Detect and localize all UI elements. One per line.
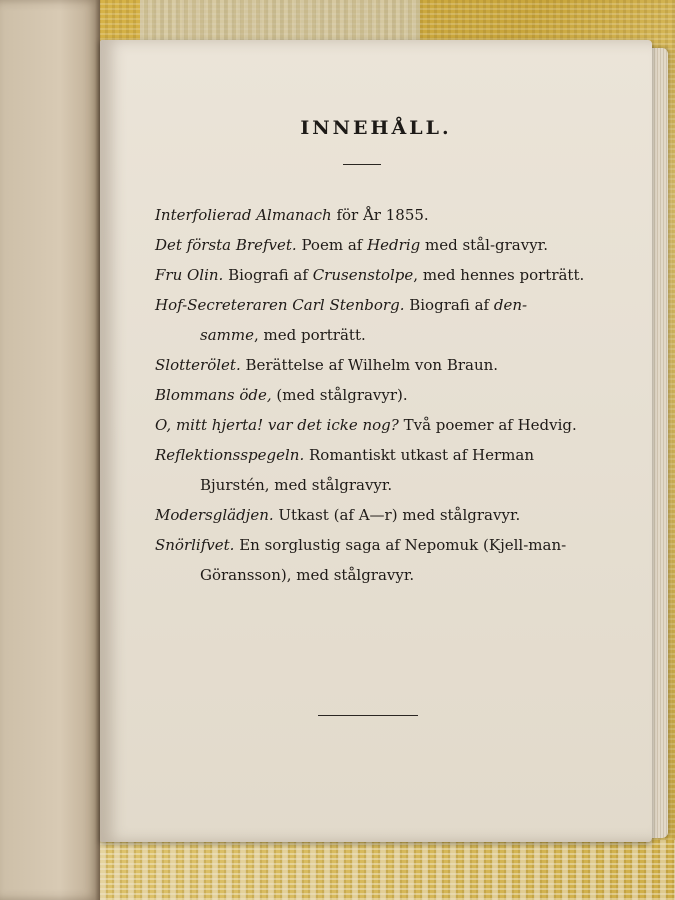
tablecloth-edge [100, 840, 675, 900]
entry-text: Poem af [296, 236, 368, 254]
entry-title: Modersglädjen. [155, 506, 274, 524]
entry-text: Berättelse af Wilhelm von Braun. [240, 356, 499, 374]
entry-title: Blommans öde, [155, 386, 272, 404]
tablecloth-stripe [140, 0, 420, 40]
page-title: INNEHÅLL. [300, 117, 452, 139]
toc-entry [155, 260, 585, 290]
entry-text: Utkast (af A—r) med stålgravyr. [273, 506, 521, 524]
toc-entry [155, 380, 585, 410]
entry-text: En sorglustig saga af Nepomuk (Kjell-man-Göransson), med stålgravyr. [200, 536, 567, 584]
entry-text: Biografi af [223, 266, 313, 284]
toc-entry [155, 410, 585, 440]
toc-entry [155, 350, 585, 380]
entry-author: Hedrig [367, 236, 421, 254]
entry-text: , med hennes porträtt. [413, 266, 585, 284]
entry-text: med stål-gravyr. [420, 236, 548, 254]
toc-entry [155, 530, 585, 590]
table-of-contents [155, 200, 585, 590]
entry-title: Snörlifvet. [155, 536, 235, 554]
facing-page [0, 0, 100, 900]
toc-entry [155, 500, 585, 530]
entry-text: för År 1855. [331, 206, 429, 224]
toc-entry [155, 230, 585, 260]
entry-title: Interfolierad Almanach [155, 206, 332, 224]
entry-title: Fru Olin. [155, 266, 224, 284]
entry-text: , med porträtt. [253, 326, 366, 344]
entry-title: Det första Brefvet. [155, 236, 297, 254]
entry-title: Hof-Secreteraren Carl Stenborg. [155, 296, 405, 314]
entry-author: Crusenstolpe [312, 266, 414, 284]
entry-author: den-samme [200, 296, 528, 344]
toc-entry [155, 200, 585, 230]
title-rule [343, 164, 381, 165]
entry-text: (med stålgravyr). [271, 386, 408, 404]
entry-title: Reflektionsspegeln. [155, 446, 305, 464]
entry-text: Biografi af [404, 296, 494, 314]
contents-page [100, 40, 652, 842]
entry-title: Slotterölet. [155, 356, 241, 374]
entry-text: Två poemer af Hedvig. [398, 416, 577, 434]
toc-entry [155, 290, 585, 350]
closing-rule [318, 715, 418, 716]
entry-title: O, mitt hjerta! var det icke nog? [155, 416, 399, 434]
toc-entry [155, 440, 585, 500]
entry-text: Romantiskt utkast af Herman Bjurstén, med stålgravyr. [200, 446, 535, 494]
